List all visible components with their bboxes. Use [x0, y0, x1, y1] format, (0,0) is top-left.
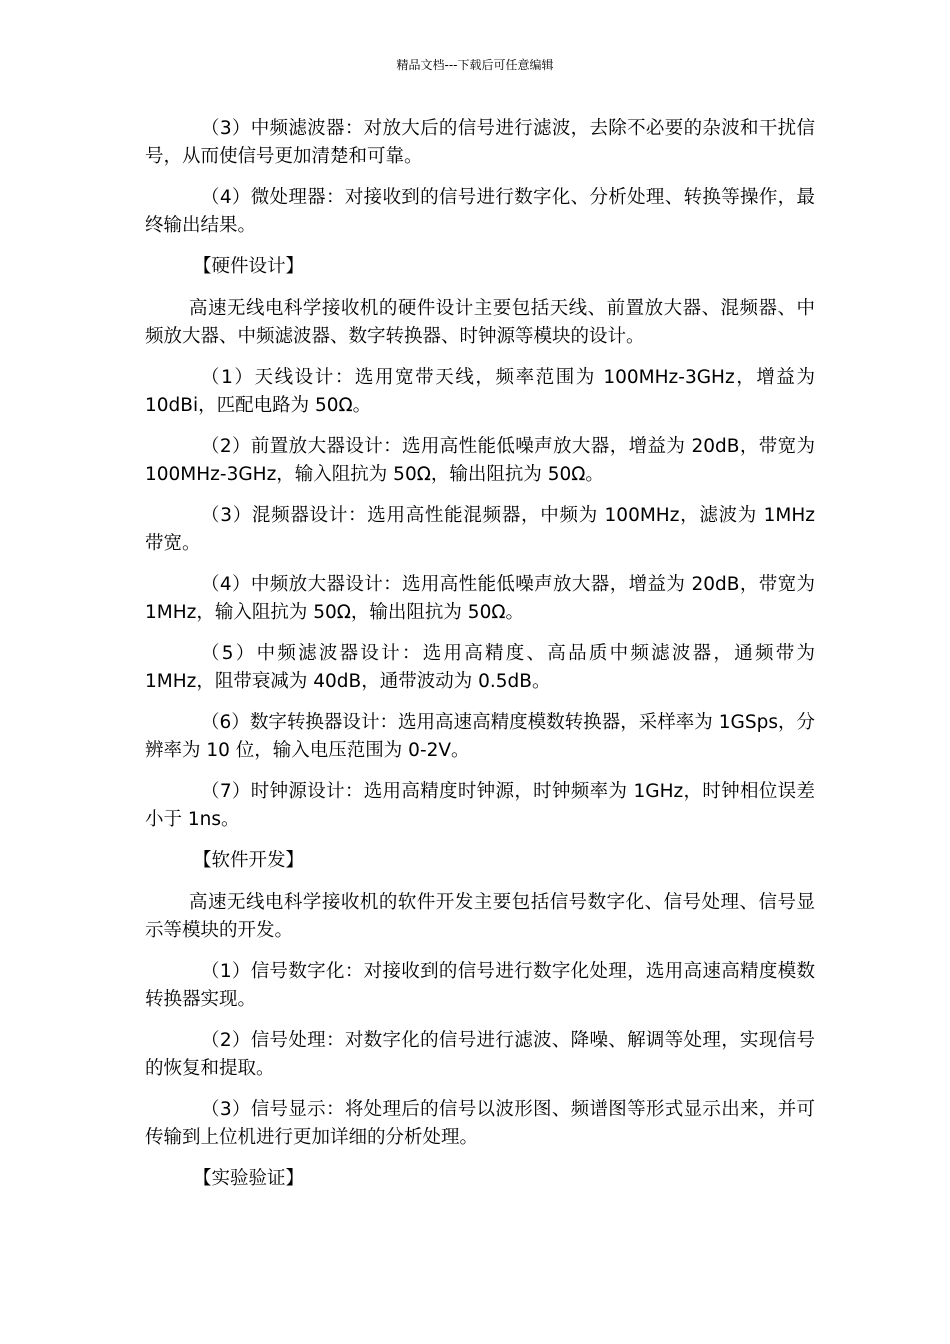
list-item: （1）信号数字化：对接收到的信号进行数字化处理，选用高速高精度模数转换器实现。 — [145, 961, 815, 1010]
list-item: （5）中频滤波器设计：选用高精度、高品质中频滤波器，通频带为 1MHz，阻带衰减为 40dB，通带波动为 0.5dB。 — [145, 643, 815, 692]
list-item: （1）天线设计：选用宽带天线，频率范围为 100MHz-3GHz，增益为 10dBi，匹配电路为 50Ω。 — [145, 367, 815, 416]
list-item: （3）信号显示：将处理后的信号以波形图、频谱图等形式显示出来，并可传输到上位机进行更加详细的分析处理。 — [145, 1099, 815, 1148]
list-item: （2）信号处理：对数字化的信号进行滤波、降噪、解调等处理，实现信号的恢复和提取。 — [145, 1030, 815, 1079]
list-item: （2）前置放大器设计：选用高性能低噪声放大器，增益为 20dB，带宽为 100MHz-3GHz，输入阻抗为 50Ω，输出阻抗为 50Ω。 — [145, 436, 815, 485]
list-item: （4）微处理器：对接收到的信号进行数字化、分析处理、转换等操作，最终输出结果。 — [145, 187, 815, 236]
list-item: （6）数字转换器设计：选用高速高精度模数转换器，采样率为 1GSps，分辨率为 10 位，输入电压范围为 0-2V。 — [145, 712, 815, 761]
body-paragraph: 高速无线电科学接收机的硬件设计主要包括天线、前置放大器、混频器、中频放大器、中频滤波器、数字转换器、时钟源等模块的设计。 — [145, 298, 815, 347]
list-item: （3）混频器设计：选用高性能混频器，中频为 100MHz，滤波为 1MHz 带宽。 — [145, 505, 815, 554]
body-paragraph: 高速无线电科学接收机的软件开发主要包括信号数字化、信号处理、信号显示等模块的开发。 — [145, 892, 815, 941]
page-header: 精品文档---下载后可任意编辑 — [396, 58, 554, 72]
section-heading: 【实验验证】 — [193, 1168, 305, 1189]
document-body — [145, 115, 815, 1207]
section-heading: 【软件开发】 — [193, 850, 305, 871]
list-item: （7）时钟源设计：选用高精度时钟源，时钟频率为 1GHz，时钟相位误差小于 1ns。 — [145, 781, 815, 830]
list-item: （3）中频滤波器：对放大后的信号进行滤波，去除不必要的杂波和干扰信号，从而使信号更加清楚和可靠。 — [145, 118, 815, 167]
section-heading: 【硬件设计】 — [193, 256, 305, 277]
list-item: （4）中频放大器设计：选用高性能低噪声放大器，增益为 20dB，带宽为 1MHz，输入阻抗为 50Ω，输出阻抗为 50Ω。 — [145, 574, 815, 623]
